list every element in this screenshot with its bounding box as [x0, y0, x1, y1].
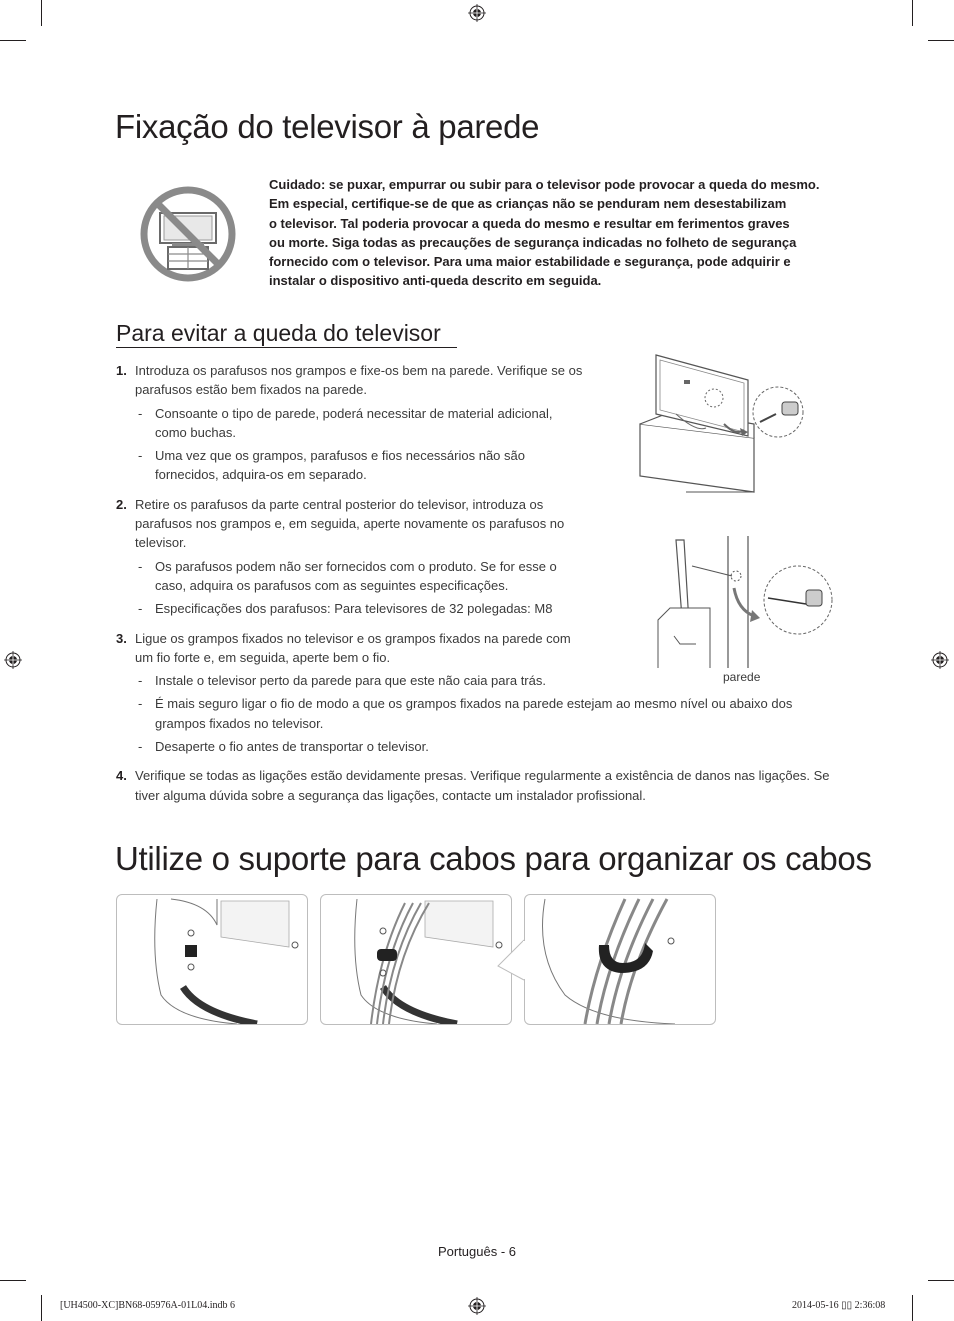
note-line: como buchas. [155, 424, 236, 440]
tv-back-illustration [117, 895, 307, 1024]
note-line: Os parafusos podem não ser fornecidos com o produto. Se for esse o [155, 558, 557, 574]
crop-mark [0, 1280, 26, 1281]
step-number: 3. [116, 630, 127, 646]
note-line: Uma vez que os grampos, parafusos e fios necessários não são [155, 448, 525, 464]
no-climbing-warning-icon [138, 185, 238, 283]
note-line: fornecidos, adquira-os em separado. [155, 467, 367, 483]
crop-mark [912, 1295, 913, 1321]
caution-line: instalar o dispositivo anti-queda descrito em seguida. [269, 273, 602, 289]
cable-holder-panel [320, 894, 512, 1025]
caution-line: o televisor. Tal poderia provocar a queda do mesmo e resultar em ferimentos graves [269, 215, 790, 231]
step-note: - É mais seguro ligar o fio de modo a que os grampos fixados na parede estejam ao mesmo nível ou abaixo dos grampos fixados no televisor. [135, 694, 826, 733]
crop-mark [912, 0, 913, 26]
note-line: Desaperte o fio antes de transportar o televisor. [155, 739, 429, 755]
step-note: - Consoante o tipo de parede, poderá necessitar de material adicional, como buchas. [135, 404, 826, 443]
step-note: - Os parafusos podem não ser fornecidos com o produto. Se for esse o caso, adquira os parafusos com as seguintes especificações. [135, 557, 826, 596]
crop-mark [41, 0, 42, 26]
step-number: 4. [116, 768, 127, 784]
crop-mark [928, 40, 954, 41]
caution-line: Em especial, certifique-se de que as crianças não se penduram nem desestabilizam [269, 196, 787, 212]
step-item [116, 766, 830, 805]
registration-mark-icon [4, 651, 22, 669]
step-number: 1. [116, 363, 127, 378]
print-date: 2014-05-16 ▯▯ 2:36:08 [792, 1300, 886, 1311]
step-note: - Desaperte o fio antes de transportar o televisor. [135, 737, 826, 756]
cables-routed-illustration [321, 895, 511, 1024]
file-info: [UH4500-XC]BN68-05976A-01L04.indb 6 [60, 1300, 235, 1311]
step-line: televisor. [135, 535, 187, 551]
cable-section-title: Utilize o suporte para cabos para organizar os cabos [115, 840, 872, 877]
page-number: Português - 6 [437, 1244, 517, 1259]
note-line: caso, adquira os parafusos com as seguintes especificações. [155, 577, 509, 593]
step-line: parafusos estão bem fixados na parede. [135, 382, 367, 398]
step-line: Retire os parafusos da parte central posterior do televisor, introduza os [135, 496, 544, 512]
page-title: Fixação do televisor à parede [115, 108, 540, 145]
step-note: - Uma vez que os grampos, parafusos e fios necessários não são fornecidos, adquira-os em separado. [135, 446, 826, 485]
registration-mark-icon [468, 4, 486, 22]
step-note: - Especificações dos parafusos: Para televisores de 32 polegadas: M8 [135, 599, 826, 618]
step-line: parafusos nos grampos e, em seguida, aperte novamente os parafusos no [135, 516, 565, 532]
section-title-underline [116, 347, 457, 348]
note-line: É mais seguro ligar o fio de modo a que os grampos fixados na parede estejam ao mesmo nível ou abaixo dos [155, 696, 793, 712]
section-title: Para evitar a queda do televisor [116, 320, 441, 346]
step-line: Verifique se todas as ligações estão devidamente presas. Verifique regularmente a existência de danos nas ligações. Se [135, 768, 830, 784]
step-line: tiver alguma dúvida sobre a segurança das ligações, contacte um instalador profissional. [135, 787, 646, 803]
note-line: grampos fixados no televisor. [155, 715, 324, 731]
wall-label: parede [723, 670, 761, 684]
cable-clip-closeup-illustration [525, 895, 715, 1024]
caution-line: ou morte. Siga todas as precauções de segurança indicadas no folheto de segurança [269, 234, 797, 250]
note-line: Consoante o tipo de parede, poderá necessitar de material adicional, [155, 405, 553, 421]
step-text [135, 766, 830, 805]
step-number: 2. [116, 496, 127, 512]
tv-wall-side-illustration [656, 536, 846, 668]
registration-mark-icon [468, 1297, 486, 1315]
step-line: um fio forte e, em seguida, aperte bem o fio. [135, 649, 391, 665]
callout-connector [496, 930, 526, 990]
registration-mark-icon [931, 651, 949, 669]
crop-mark [928, 1280, 954, 1281]
step-line: Ligue os grampos fixados no televisor e os grampos fixados na parede com [135, 630, 571, 646]
caution-line: fornecido com o televisor. Para uma maior estabilidade e segurança, pode adquirir e [269, 254, 791, 270]
tv-wall-bracket-illustration [636, 352, 836, 497]
crop-mark [0, 40, 26, 41]
crop-mark [41, 1295, 42, 1321]
step-line: Introduza os parafusos nos grampos e fixe-os bem na parede. Verifique se os [135, 363, 583, 378]
cable-holder-panel [116, 894, 308, 1025]
step-note: - Instale o televisor perto da parede para que este não caia para trás. [135, 671, 826, 690]
note-line: Especificações dos parafusos: Para televisores de 32 polegadas: M8 [155, 601, 553, 617]
caution-paragraph [269, 175, 829, 291]
caution-line: Cuidado: se puxar, empurrar ou subir para o televisor pode provocar a queda do mesmo. [269, 177, 820, 192]
note-line: Instale o televisor perto da parede para que este não caia para trás. [155, 673, 546, 689]
cable-holder-closeup-panel [524, 894, 716, 1025]
